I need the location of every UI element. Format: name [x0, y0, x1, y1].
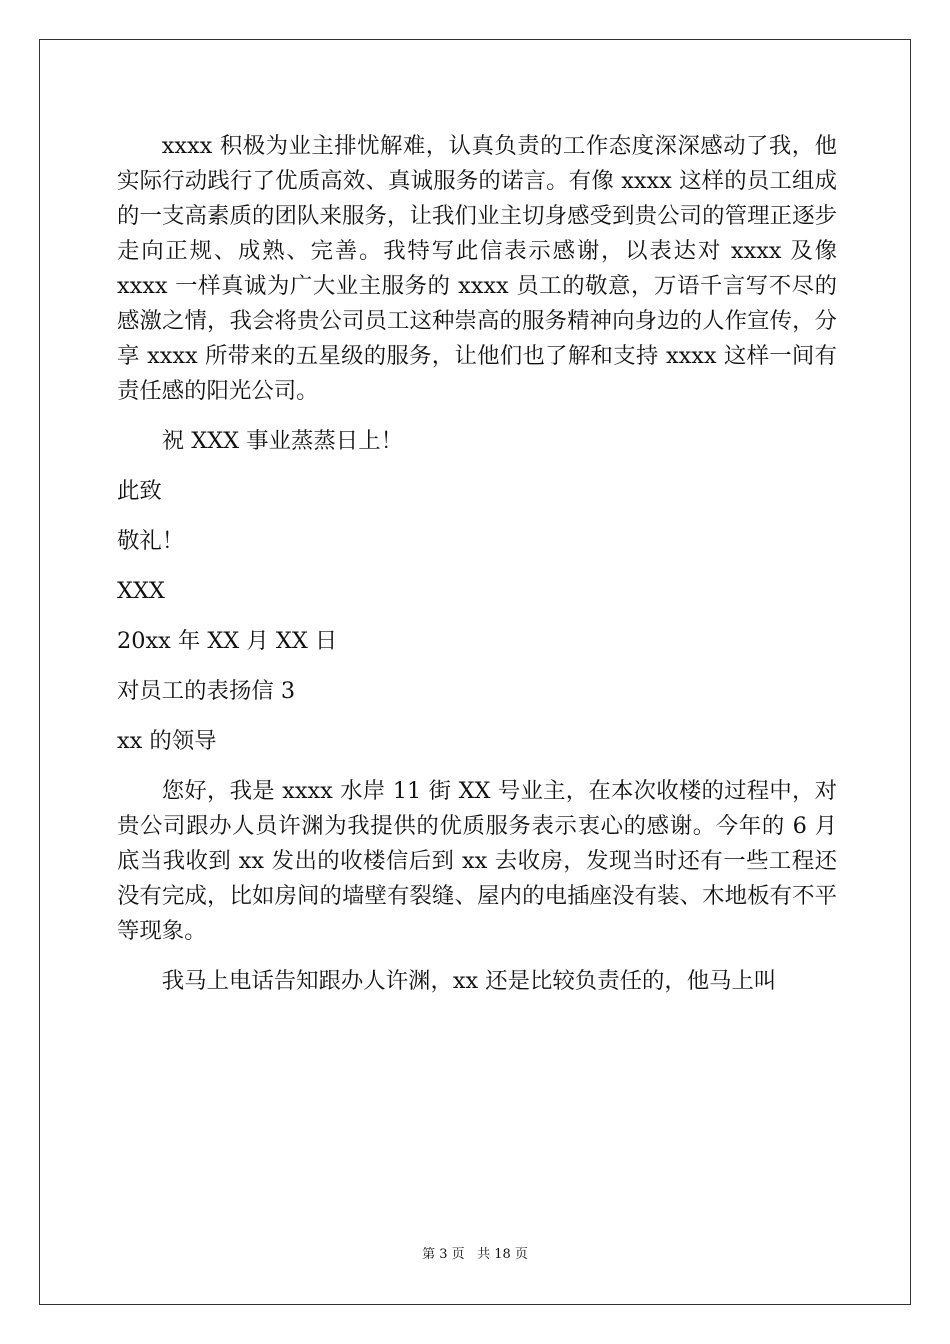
paragraph-1: xxxx 积极为业主排忧解难，认真负责的工作态度深深感动了我，他实际行动践行了优质高效、真诚服务的诺言。有像 xxxx 这样的员工组成的一支高素质的团队来服务，让我们业主切身感受到贵公司的管理正逐步走向正规、成熟、完善。我特写此信表示感谢，以表达对 xxxx 及像 xxxx 一样真诚为广大业主服务的 xxxx 员工的敬意，万语千言写不尽的感激之情，我会将贵公司员工这种崇高的服务精神向身边的人作宣传，分享 xxxx 所带来的五星级的服务，让他们也了解和支持 xxxx 这样一间有责任感的阳光公司。: [117, 133, 837, 404]
letter-body: [117, 129, 837, 999]
page-number: 第 3 页: [422, 1247, 465, 1262]
letter-heading: 对员工的表扬信 3: [117, 678, 296, 704]
closing-line: 此致: [117, 478, 162, 504]
date-line: 20xx 年 XX 月 XX 日: [117, 628, 338, 654]
page-total: 共 18 页: [477, 1247, 528, 1262]
salute-line: 敬礼！: [117, 528, 185, 554]
page-footer: [0, 1246, 950, 1264]
addressee-line: xx 的领导: [117, 728, 217, 754]
paragraph-wish: 祝 XXX 事业蒸蒸日上！: [161, 428, 403, 454]
paragraph-4: 我马上电话告知跟办人许渊，xx 还是比较负责任的，他马上叫: [161, 968, 777, 994]
paragraph-3: 您好，我是 xxxx 水岸 11 街 XX 号业主，在本次收楼的过程中，对贵公司跟办人员许渊为我提供的优质服务表示衷心的感谢。今年的 6 月底当我收到 xx 发出的收楼信后到 xx 去收房，发现当时还有一些工程还没有完成，比如房间的墙壁有裂缝、屋内的电插座没有装、木地板有不平等现象。: [117, 778, 837, 944]
signature-line: XXX: [117, 578, 165, 604]
